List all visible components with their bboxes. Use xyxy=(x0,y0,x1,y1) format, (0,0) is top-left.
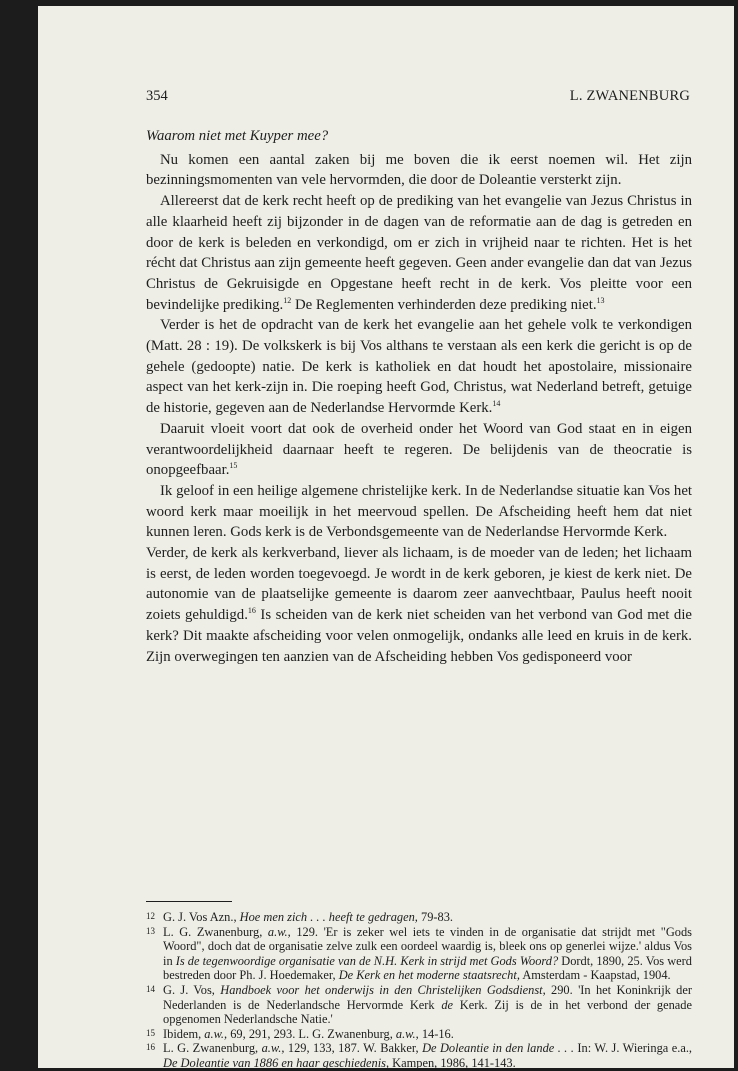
footnote-ref: 15 xyxy=(229,461,238,471)
footnote-mark: 14 xyxy=(146,983,155,994)
footnote-ref: 14 xyxy=(492,399,501,409)
footnote: 14 G. J. Vos, Handboek voor het onderwijs in den Christelijken Godsdienst, 290. 'In het Koninkrijk der Nederlanden is de Nederlandsche Hervormde Kerk de Kerk. Zij is de in het verbond der genade opgenomen Nederlandsche Natie.' xyxy=(146,982,692,1027)
footnote: 12 G. J. Vos Azn., Hoe men zich . . . heeft te gedragen, 79-83. xyxy=(146,910,454,924)
paragraph: Verder is het de opdracht van de kerk het evangelie aan het gehele volk te verkondigen (Matt. 28 : 19). De volkskerk is bij Vos althans te verstaan als een kerk die gericht is op de gehele (gedoopte) natie. De kerk is katholiek en dat houdt het apostolaire, missionaire aspect van het kerk-zijn in. Die roeping heeft God, Christus, wat Nederland betreft, getuige de historie, gegeven aan de Nederlandse Hervormde Kerk.$^{14}$ xyxy=(146,317,692,417)
main-text xyxy=(146,126,692,667)
section-title: Waarom niet met Kuyper mee? xyxy=(146,128,329,144)
footnote-mark: 15 xyxy=(146,1027,155,1038)
footnote-mark: 13 xyxy=(146,925,155,936)
footnote-ref: 13 xyxy=(596,295,605,305)
footnote-mark: 12 xyxy=(146,911,155,921)
footnote: 16 L. G. Zwanenburg, a.w., 129, 133, 187. W. Bakker, De Doleantie in den lande . . . In: W. J. Wieringa e.a., De Doleantie van 1886 en haar geschiedenis, Kampen, 1986, 141-143. xyxy=(146,1041,693,1070)
paragraph: Daaruit vloeit voort dat ook de overheid onder het Woord van God staat en in eigen verantwoordelijkheid daarnaar heeft te regeren. De belijdenis van de theocratie is onopgeefbaar.$^{15}$ xyxy=(146,420,692,479)
footnote-mark: 16 xyxy=(146,1042,155,1053)
footnote-rule xyxy=(146,901,232,902)
footnotes xyxy=(146,910,692,1071)
footnote: 13 L. G. Zwanenburg, a.w., 129. 'Er is zeker wel iets te vinden in de organisatie dat strijdt met "Gods Woord", doch dat de organisatie zelve zulk een oordeel waardig is, bleek ons op generlei wijze.' aldus Vos in Is de tegenwoordige organisatie van de N.H. Kerk in strijd met Gods Woord? Dordt, 1890, 25. Vos werd bestreden door Ph. J. Hoedemaker, De Kerk en het moderne staatsrecht, Amsterdam - Kaapstad, 1904. xyxy=(146,924,692,983)
paragraph: Verder, de kerk als kerkverband, liever als lichaam, is de moeder van de leden; het lichaam is eerst, de leden worden toegevoegd. Je wordt in de kerk geboren, je kiest de kerk niet. De autonomie van de plaatselijke gemeente is daarom zeer aanvechtbaar, Paulus heeft nooit zoiets gehuldigd.$^{16}$ Is scheiden van de kerk niet scheiden van het verbond van God met die kerk? Dit maakte afscheiding voor velen onmogelijk, ondanks alle leed en kruis in de kerk. Zijn overwegingen ten aanzien van de Afscheiding hebben Vos gedisponeerd voor xyxy=(146,545,692,665)
book-page xyxy=(38,6,734,1068)
footnote-ref: 16 xyxy=(247,606,256,616)
running-author: L. ZWANENBURG xyxy=(569,88,690,104)
page-number: 354 xyxy=(146,88,168,104)
footnote: 15 Ibidem, a.w., 69, 291, 293. L. G. Zwanenburg, a.w., 14-16. xyxy=(146,1026,454,1041)
paragraph: Nu komen een aantal zaken bij me boven die ik eerst noemen wil. Het zijn bezinningsmomenten van vele hervormden, die door de Doleantie versterkt zijn. xyxy=(146,151,692,189)
footnote-ref: 12 xyxy=(283,295,292,305)
paragraph: Ik geloof in een heilige algemene christelijke kerk. In de Nederlandse situatie kan Vos het woord kerk maar moeilijk in het meervoud spellen. De Afscheiding heeft hem dat niet kunnen leren. Gods kerk is de Verbondsgemeente van de Nederlandse Hervormde Kerk. xyxy=(146,482,692,541)
paragraph: Allereerst dat de kerk recht heeft op de prediking van het evangelie van Jezus Christus in alle klaarheid heeft zij bijzonder in de dagen van de reformatie aan de dag is getreden en door de kerk is beleden en verkondigd, om er zich in vrijheid naar te richten. Het is het récht dat Christus aan zijn gemeente heeft gegeven. Geen ander evangelie dan dat van Jezus Christus de Gekruisigde en Opgestane heeft recht in de kerk. Vos pleitte voor een bevindelijke prediking.$^{12}$ De Reglementen verhinderden deze prediking niet.$^{13}$ xyxy=(146,193,692,313)
